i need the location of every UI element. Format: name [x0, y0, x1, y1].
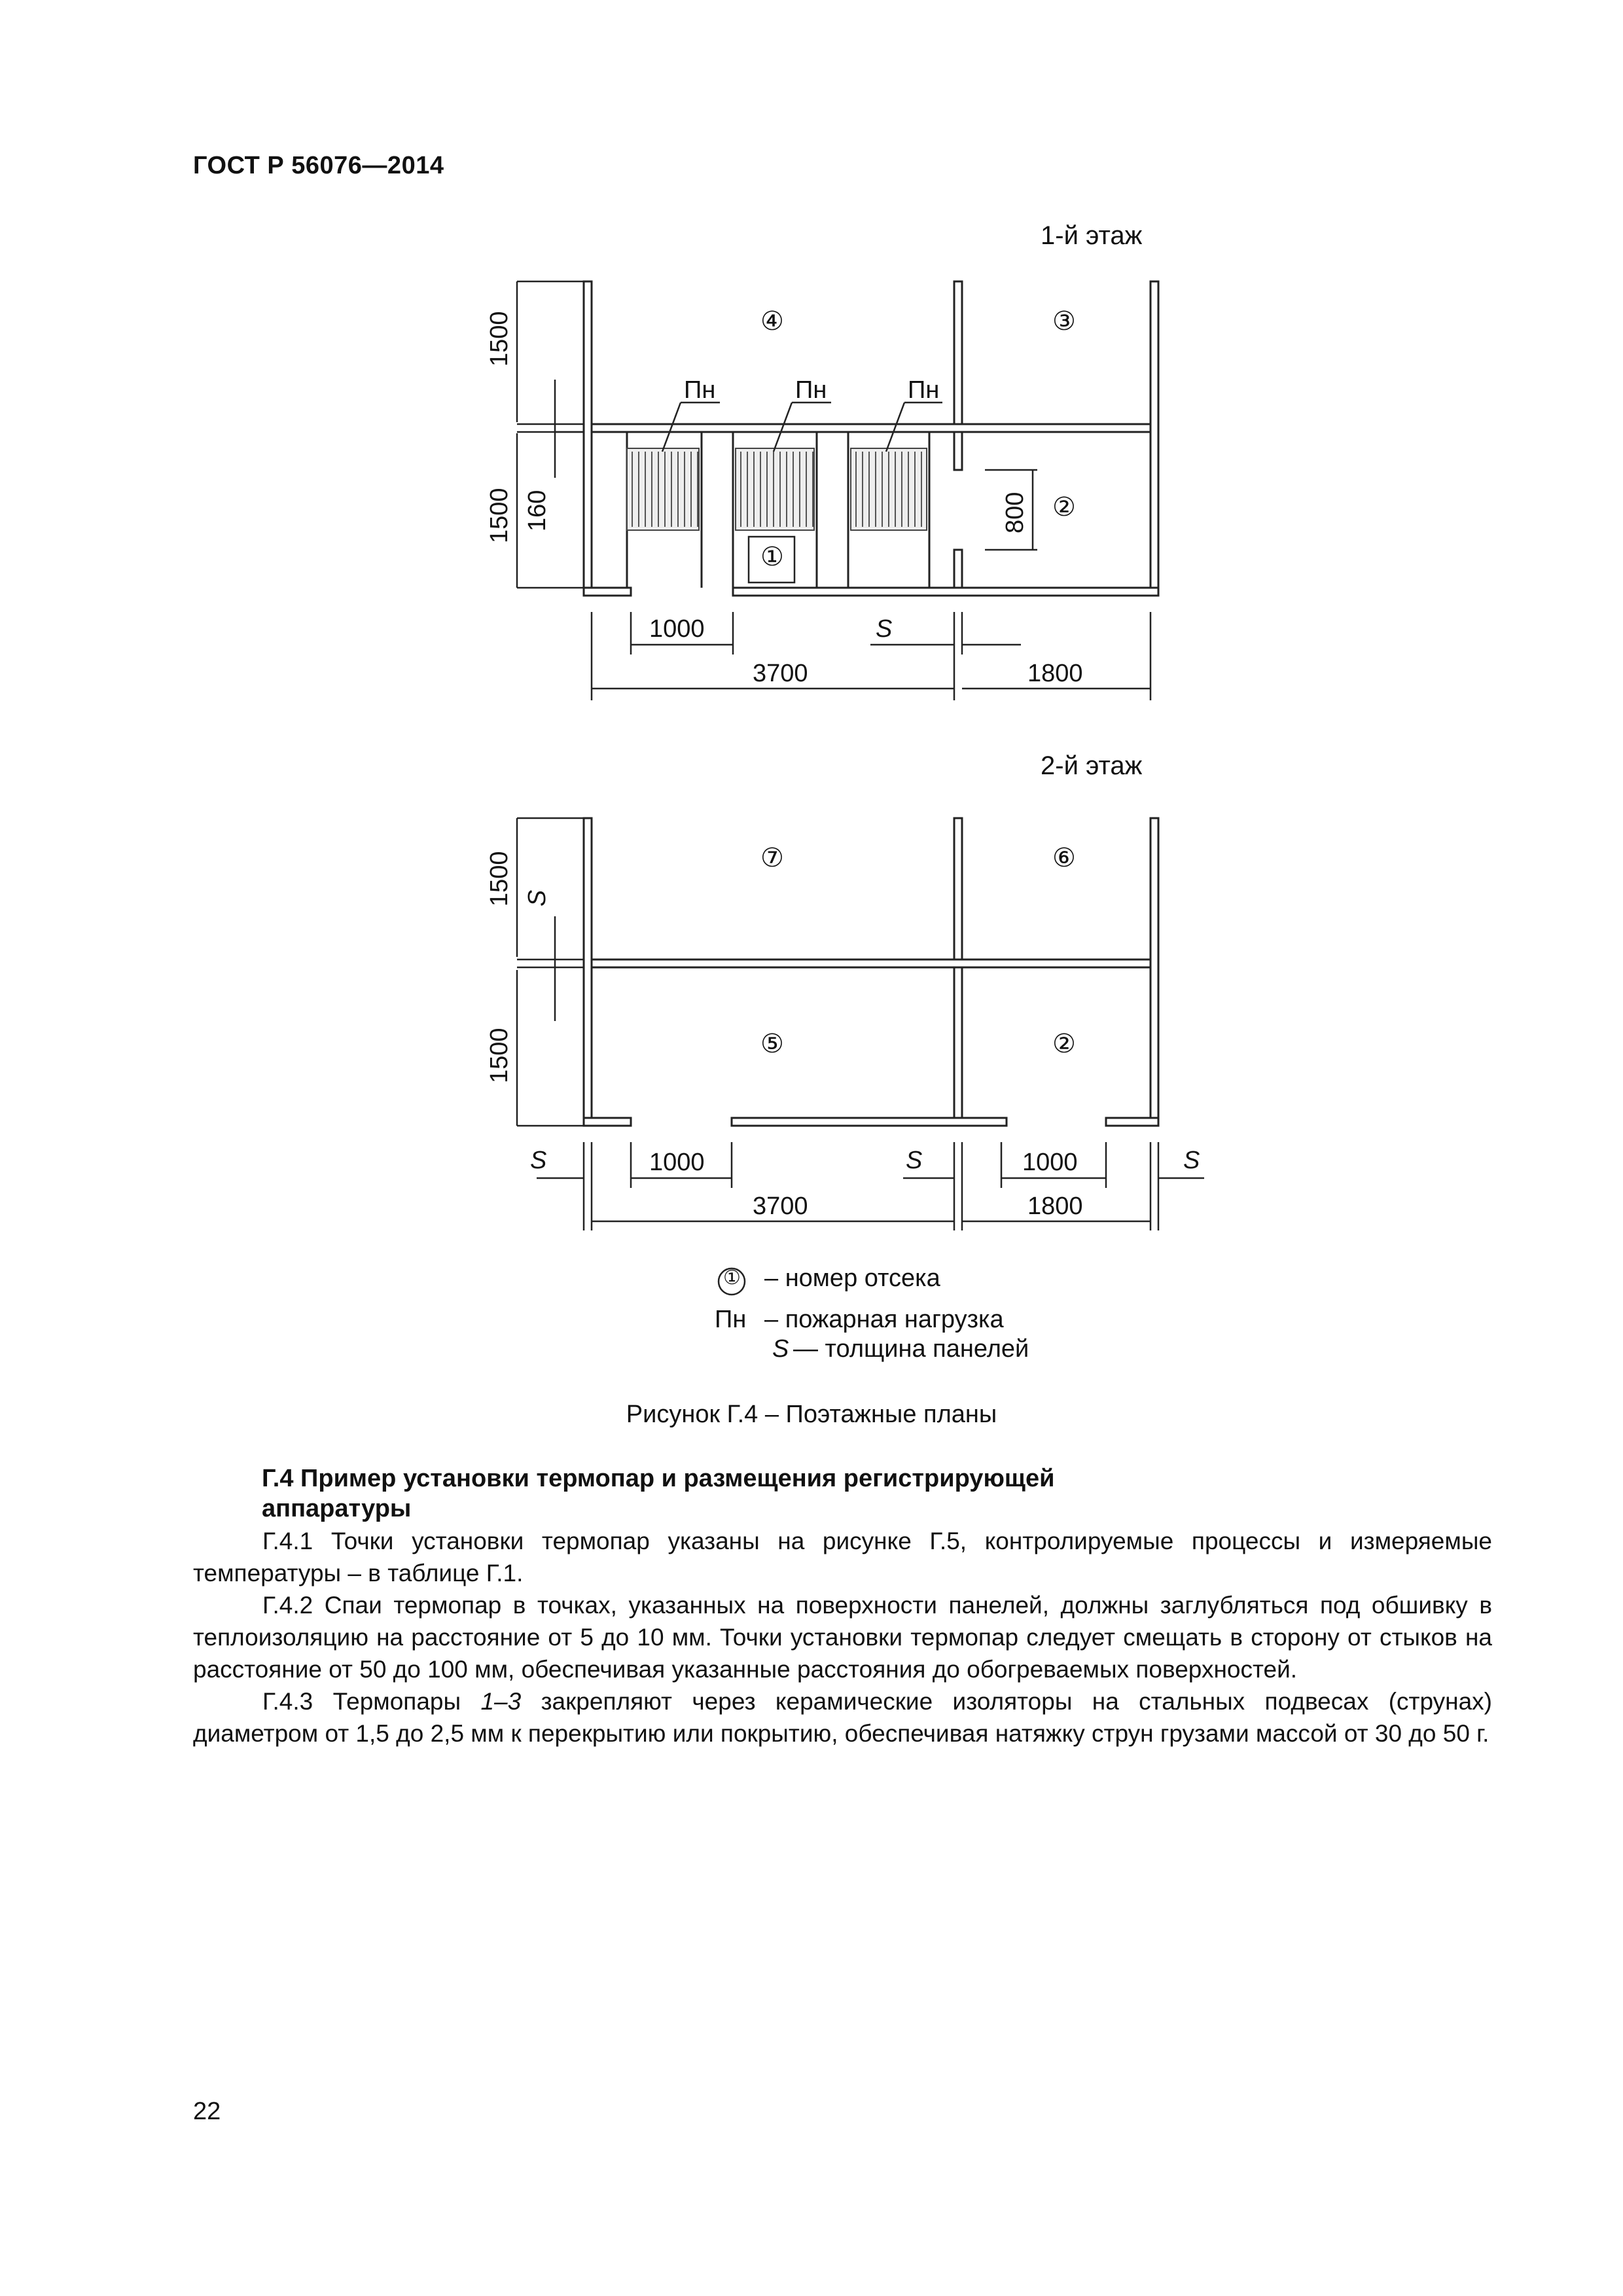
- dimension-s-right: S: [1183, 1147, 1200, 1174]
- dimension-1800: 1800: [1027, 1193, 1083, 1220]
- dimension-3700: 3700: [753, 660, 808, 687]
- section-body: [193, 1525, 1492, 1749]
- room-number-2: ②: [1052, 1030, 1076, 1058]
- paragraph-g41: Г.4.1 Точки установки термопар указаны на рисунке Г.5, контролируемые процессы и измеряемые температуры – в таблице Г.1.: [193, 1528, 1492, 1587]
- dimension-3700: 3700: [753, 1193, 808, 1220]
- room-number-5: ⑤: [760, 1030, 784, 1058]
- dimension-s: S: [876, 615, 893, 643]
- figure-caption: Рисунок Г.4 – Поэтажные планы: [626, 1401, 997, 1428]
- dimension-1000: 1000: [649, 615, 705, 643]
- dimension-1500-top: 1500: [486, 311, 513, 367]
- p3-end: закрепляют через керамические изоляторы на стальных подвесах (струнах) диаметром от 1,5 до 2,5 мм к перекрытию или покрытию, обеспечивая натяжку струн грузами массой от 30 до 50 г.: [193, 1688, 1492, 1747]
- fire-load-label: Пн: [684, 376, 716, 404]
- dimension-1500-bottom: 1500: [486, 488, 513, 543]
- p3-start: Г.4.3 Термопары: [262, 1688, 481, 1715]
- dimension-1500-bottom: 1500: [486, 1028, 513, 1083]
- legend-item-fire-load: – пожарная нагрузка: [764, 1306, 1004, 1333]
- dimension-160: 160: [524, 490, 551, 531]
- dimension-1800: 1800: [1027, 660, 1083, 687]
- room-number-1: ①: [760, 543, 784, 571]
- dimension-1000-b: 1000: [1022, 1149, 1078, 1176]
- p3-italic: 1–3: [480, 1688, 522, 1715]
- legend-item-room-number: – номер отсека: [764, 1265, 940, 1292]
- paragraph-g43: [193, 1685, 1492, 1749]
- legend-circle-symbol: ①: [723, 1267, 741, 1289]
- dimension-s-left: S: [530, 1147, 547, 1174]
- paragraph-g42: Г.4.2 Спаи термопар в точках, указанных на поверхности панелей, должны заглубляться под обшивку в теплоизоляцию на расстояние от 5 до 10 мм. Точки установки термопар следует смещать в сторону от стыков на расстояние от 50 до 100 мм, обеспечивая указанные расстояния до обогреваемых поверхностей.: [193, 1592, 1492, 1683]
- room-number-6: ⑥: [1052, 844, 1076, 872]
- floor1-label: 1-й этаж: [1041, 221, 1143, 250]
- dimension-1500-top: 1500: [486, 851, 513, 906]
- room-number-3: ③: [1052, 307, 1076, 336]
- room-number-4: ④: [760, 307, 784, 336]
- dimension-s-vertical: S: [524, 889, 551, 906]
- heading-line-1: Г.4 Пример установки термопар и размещения регистрирующей: [262, 1465, 1055, 1492]
- heading-line-2: аппаратуры: [262, 1495, 412, 1522]
- legend-item-panel-thickness: — толщина панелей: [793, 1335, 1029, 1363]
- fire-load-label: Пн: [908, 376, 940, 404]
- room-number-7: ⑦: [760, 844, 784, 872]
- legend-symbol-s: S: [772, 1335, 789, 1363]
- dimension-800: 800: [1001, 492, 1029, 533]
- section-heading: [262, 1463, 1178, 1524]
- dimension-1000-a: 1000: [649, 1149, 705, 1176]
- fire-load-label: Пн: [795, 376, 827, 404]
- legend-symbol-pn: Пн: [715, 1306, 747, 1333]
- document-header: ГОСТ Р 56076—2014: [193, 152, 444, 179]
- dimension-s-mid: S: [906, 1147, 923, 1174]
- page-number: 22: [193, 2098, 221, 2125]
- room-number-2: ②: [1052, 493, 1076, 522]
- floor2-label: 2-й этаж: [1041, 751, 1143, 780]
